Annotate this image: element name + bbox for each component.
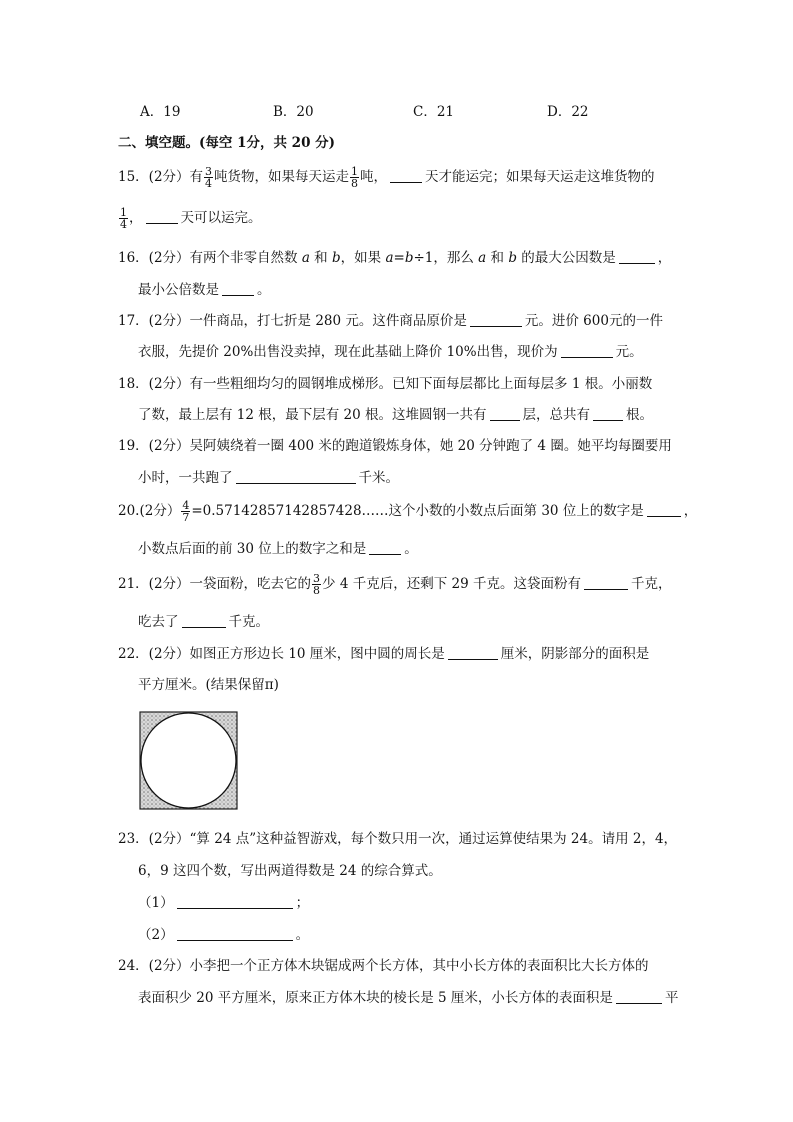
question-23-line-1: 23．(2分）“算 24 点”这种益智游戏，每个数只用一次，通过运算使结果为 24。请用 2，4， xyxy=(118,831,678,847)
option-b[interactable]: B．20 xyxy=(273,104,314,120)
question-23-sub-1: （1） ； xyxy=(138,895,310,911)
question-19-line-1: 19．(2分）吴阿姨绕着一圈 400 米的跑道锻炼身体，她 20 分钟跑了 4 圈。她平均每圈要用 xyxy=(118,438,672,454)
answer-blank-21-2[interactable] xyxy=(182,613,226,628)
answer-blank-20-1[interactable] xyxy=(647,502,681,517)
question-24-line-2: 表面积少 20 平方厘米，原来正方体木块的棱长是 5 厘米，小长方体的表面积是 平 xyxy=(138,990,679,1006)
question-16-line-2: 最小公倍数是 。 xyxy=(138,282,271,298)
section-title: 二、填空题。(每空 1分，共 20 分) xyxy=(118,135,336,151)
answer-blank-20-2[interactable] xyxy=(369,540,401,555)
option-a[interactable]: A．19 xyxy=(140,104,181,120)
answer-blank-23-2[interactable] xyxy=(177,926,293,941)
question-22-line-1: 22．(2分）如图正方形边长 10 厘米，图中圆的周长是 厘米，阴影部分的面积是 xyxy=(118,646,650,662)
answer-blank-16-2[interactable] xyxy=(222,281,254,296)
question-21-line-1: 21．(2分）一袋面粉，吃去它的 $\frac{3}{8}$ 少 4 千克后，还剩下 29 千克。这袋面粉有 千克， xyxy=(118,572,672,597)
figure-svg xyxy=(139,711,238,810)
question-15-line-2: $\frac{1}{4}$ ， 天可以运完。 xyxy=(120,206,262,231)
question-16-line-1: 16．(2分）有两个非零自然数 a 和 b，如果 a=b÷1，那么 a 和 b 的最大公因数是 ， xyxy=(118,250,672,266)
answer-blank-18-1[interactable] xyxy=(490,406,520,421)
choice-options xyxy=(140,102,700,122)
answer-blank-22-1[interactable] xyxy=(448,645,498,660)
question-21-line-2: 吃去了 千克。 xyxy=(138,614,269,630)
answer-blank-19[interactable] xyxy=(236,469,356,484)
answer-blank-15-2[interactable] xyxy=(146,209,178,224)
inscribed-circle xyxy=(141,713,236,808)
answer-blank-15-1[interactable] xyxy=(390,168,422,183)
question-17-line-1: 17．(2分）一件商品，打七折是 280 元。这件商品原价是 元。进价 600元的一件 xyxy=(118,313,663,329)
answer-blank-17-1[interactable] xyxy=(470,312,522,327)
question-22-line-2: 平方厘米。(结果保留π) xyxy=(138,677,279,693)
answer-blank-23-1[interactable] xyxy=(177,894,293,909)
question-20-line-2: 小数点后面的前 30 位上的数字之和是 。 xyxy=(138,541,418,557)
question-17-line-2: 衣服，先提价 20%出售没卖掉，现在此基础上降价 10%出售，现价为 元。 xyxy=(138,344,643,360)
question-18-line-1: 18．(2分）有一些粗细均匀的圆钢堆成梯形。已知下面每层都比上面每层多 1 根。小丽数 xyxy=(118,376,653,392)
option-c[interactable]: C．21 xyxy=(413,104,455,120)
fraction-3-8: $\frac{3}{8}$ xyxy=(313,572,321,597)
option-d[interactable]: D．22 xyxy=(547,104,589,120)
answer-blank-18-2[interactable] xyxy=(593,406,623,421)
fraction-3-4: $\frac{3}{4}$ xyxy=(205,165,213,190)
question-18-line-2: 了数，最上层有 12 根，最下层有 20 根。这堆圆钢一共有 层，总共有 根。 xyxy=(138,407,654,423)
answer-blank-17-2[interactable] xyxy=(561,343,613,358)
answer-blank-24[interactable] xyxy=(616,989,662,1004)
question-15-line-1: 15．(2分）有 $\frac{3}{4}$ 吨货物，如果每天运走 $\frac{1}{8}$ 吨， 天才能运完；如果每天运走这堆货物的 xyxy=(118,165,655,190)
answer-blank-21-1[interactable] xyxy=(584,575,628,590)
fraction-1-4: $\frac{1}{4}$ xyxy=(120,206,127,231)
question-24-line-1: 24．(2分）小李把一个正方体木块锯成两个长方体，其中小长方体的表面积比大长方体的 xyxy=(118,958,649,974)
question-23-line-2: 6，9 这四个数，写出两道得数是 24 的综合算式。 xyxy=(138,863,442,879)
question-20-line-1: 20.(2分） $\frac{4}{7}$ =0.57142857142857428……这个小数的小数点后面第 30 位上的数字是 ， xyxy=(118,499,698,524)
question-23-sub-2: （2） 。 xyxy=(138,927,310,943)
square-with-inscribed-circle-figure xyxy=(139,711,238,810)
fraction-4-7: $\frac{4}{7}$ xyxy=(182,499,190,524)
answer-blank-16-1[interactable] xyxy=(619,249,655,264)
question-19-line-2: 小时，一共跑了 千米。 xyxy=(138,470,399,486)
fraction-1-8: $\frac{1}{8}$ xyxy=(351,165,359,190)
